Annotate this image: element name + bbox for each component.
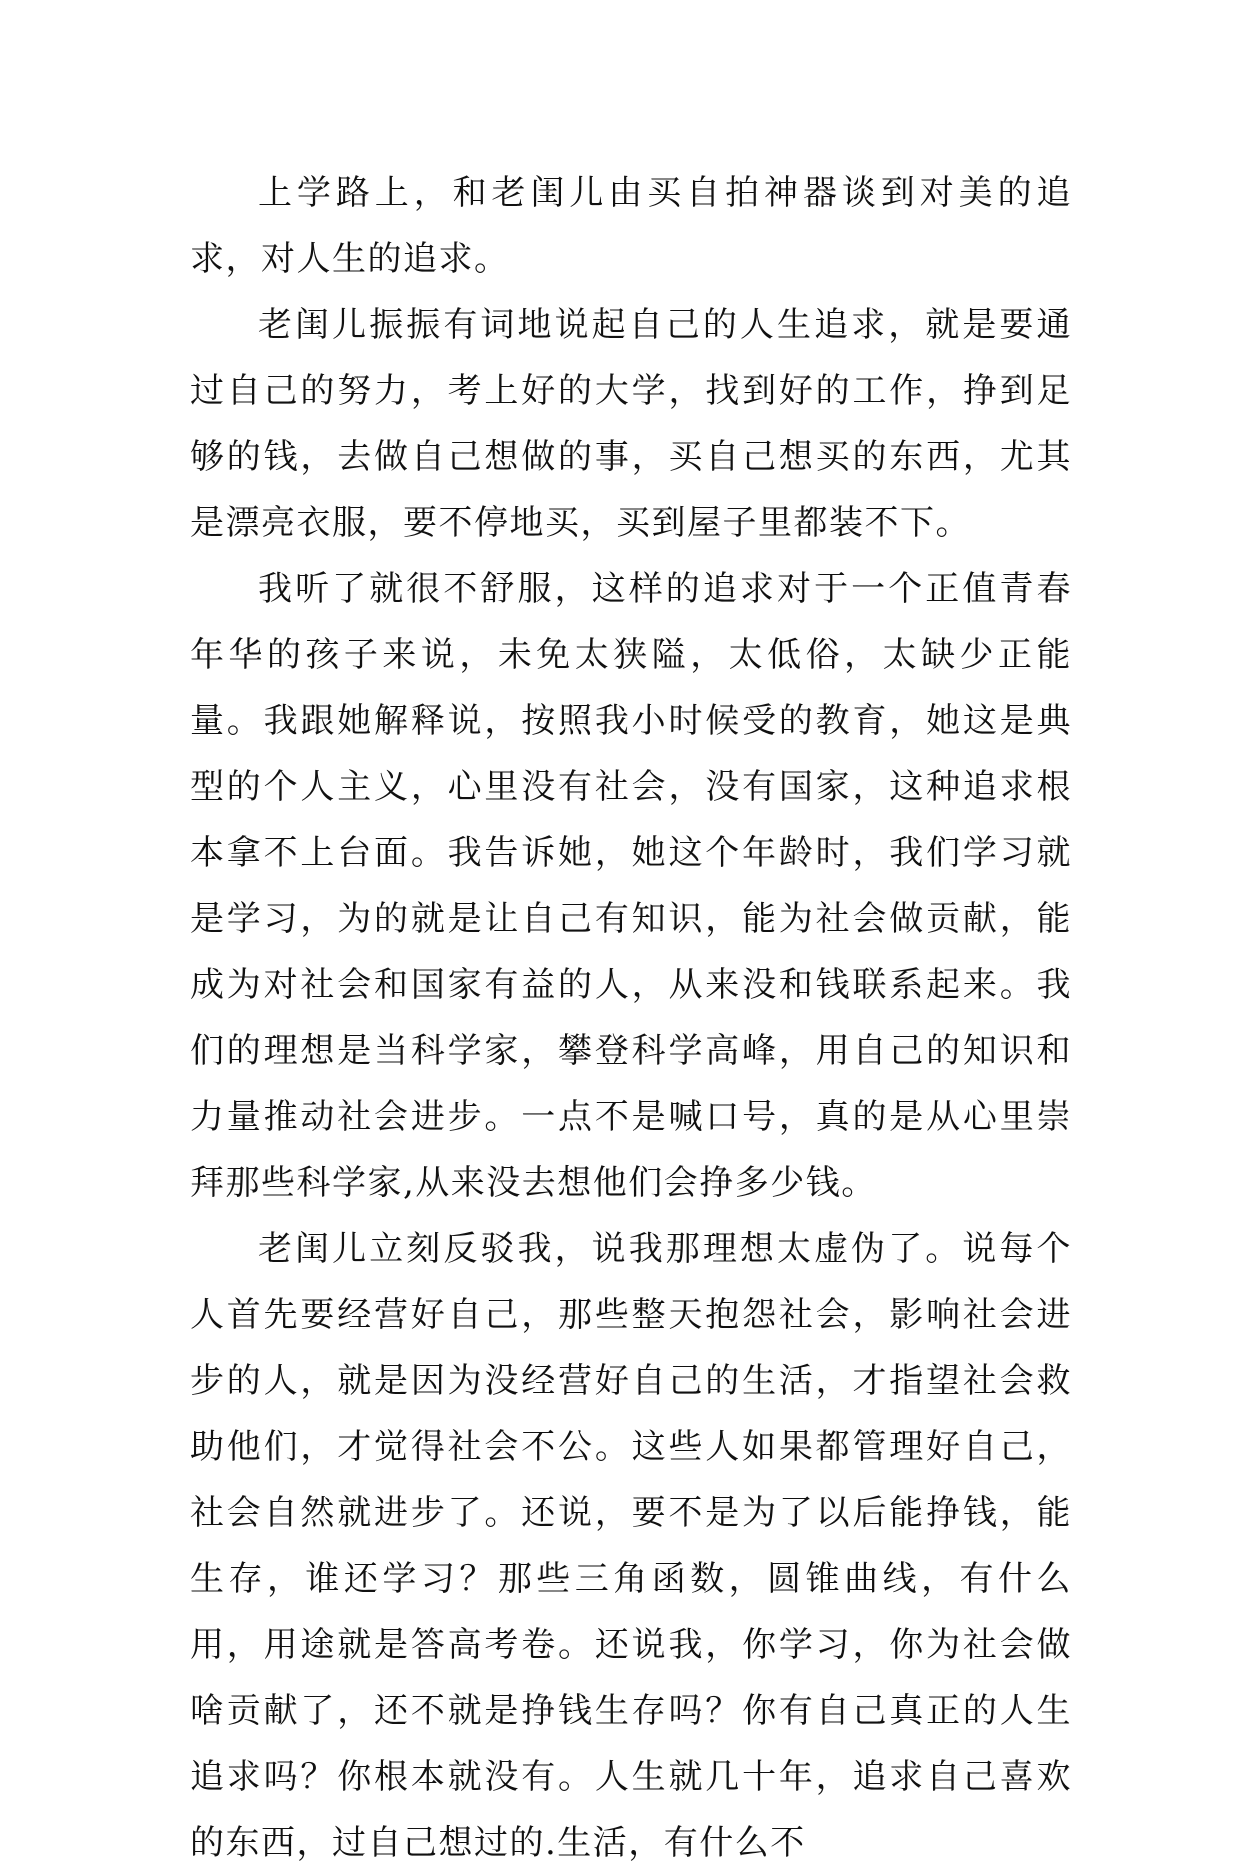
paragraph-4: 老闺儿立刻反驳我，说我那理想太虚伪了。说每个人首先要经营好自己，那些整天抱怨社会，影响社会进步的人，就是因为没经营好自己的生活，才指望社会救助他们，才觉得社会不公。这些人如果都管理好自己，社会自然就进步了。还说，要不是为了以后能挣钱，能生存，谁还学习？那些三角函数，圆锥曲线，有什么用，用途就是答高考卷。还说我，你学习，你为社会做啥贡献了，还不就是挣钱生存吗？你有自己真正的人生追求吗？你根本就没有。人生就几十年，追求自己喜欢的东西，过自己想过的.生活，有什么不 [190, 1229, 1072, 1863]
paragraph-1: 上学路上，和老闺儿由买自拍神器谈到对美的追求，对人生的追求。 [190, 173, 1072, 279]
paragraph-3: 我听了就很不舒服，这样的追求对于一个正值青春年华的孩子来说，未免太狭隘，太低俗，太缺少正能量。我跟她解释说，按照我小时候受的教育，她这是典型的个人主义，心里没有社会，没有国家，这种追求根本拿不上台面。我告诉她，她这个年龄时，我们学习就是学习，为的就是让自己有知识，能为社会做贡献，能成为对社会和国家有益的人，从来没和钱联系起来。我们的理想是当科学家，攀登科学高峰，用自己的知识和力量推动社会进步。一点不是喊口号，真的是从心里崇拜那些科学家,从来没去想他们会挣多少钱。 [190, 569, 1072, 1203]
document-body [190, 160, 1072, 1876]
paragraph-2: 老闺儿振振有词地说起自己的人生追求，就是要通过自己的努力，考上好的大学，找到好的工作，挣到足够的钱，去做自己想做的事，买自己想买的东西，尤其是漂亮衣服，要不停地买，买到屋子里都装不下。 [190, 305, 1072, 543]
